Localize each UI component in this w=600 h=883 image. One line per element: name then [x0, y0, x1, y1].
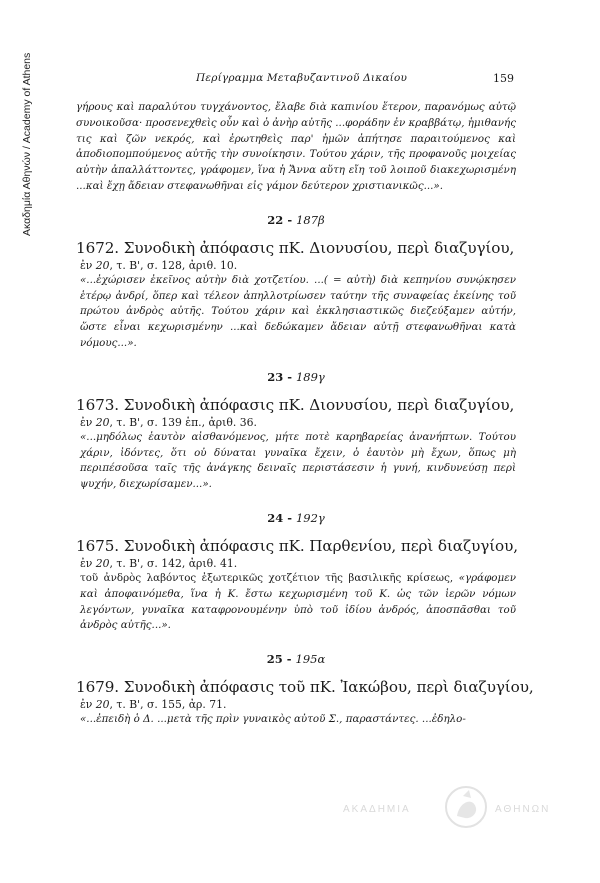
entry-body-quote: «γράφομεν καὶ ἀποφαινόμεθα, ἵνα ἡ Κ. ἔστω κεχωρισμένη τοῦ Κ. ὡς τῶν ἱερῶν νόμων λεγόντων, γυναῖκα καταφρονουμένην ὑπὸ τοῦ ἰδίου ἀνδρός, ἀποσπᾶσθαι τοῦ ἀνδρὸς αὐτῆς...». — [80, 571, 516, 632]
marker-folio: 195α — [295, 652, 326, 667]
section-marker: 25 - 195α — [266, 652, 326, 667]
entry-title: 1675. Συνοδικὴ ἀπόφασις πΚ. Παρθενίου, περὶ διαζυγίου, — [76, 536, 518, 555]
entry-title: 1679. Συνοδικὴ ἀπόφασις τοῦ πΚ. Ἰακώβου, περὶ διαζυγίου, — [76, 678, 534, 697]
ref-prefix: ἐν — [80, 556, 93, 570]
marker-folio: 187β — [296, 212, 325, 227]
page-number: 159 — [493, 72, 514, 85]
running-title: Περίγραμμα Μεταβυζαντινοῦ Δικαίου — [196, 72, 408, 84]
entry-reference — [80, 258, 516, 273]
entry-title: 1672. Συνοδικὴ ἀπόφασις πΚ. Διονυσίου, περὶ διαζυγίου, — [76, 238, 515, 257]
entry-reference — [80, 415, 516, 430]
marker-folio: 189γ — [295, 369, 325, 384]
marker-folio: 192γ — [295, 510, 325, 525]
ref-volume: 20 — [95, 415, 110, 429]
entry — [76, 370, 516, 493]
ref-volume: 20 — [95, 698, 110, 712]
ref-prefix: ἐν — [80, 698, 93, 712]
ref-volume: 20 — [95, 258, 110, 272]
entry — [76, 511, 516, 634]
entry-body: «...ἐχώρισεν ἐκεῖνος αὐτὴν διὰ χοτζετίου. ...( = αὐτὴ) διὰ κεπηνίου συνῴκησεν ἑτέρῳ ἀνδρί, ὅπερ καὶ τέλεον ἀπηλλοτρίωσεν ταύτην τῆς συναφείας ἐκείνης τοῦ πρώτου ἀνδρὸς αὐτῆς. Τούτου χάριν καὶ ἐκκλησιαστικῶς διεζεύξαμεν αὐτήν, ὥστε εἶναι κεχωρισμένην ...καὶ δεδώκαμεν ἄδειαν αὐτῇ στεφανωθῆναι κατὰ νόμους...». — [80, 273, 516, 349]
entry-body: «...μηδόλως ἑαυτὸν αἰσθανόμενος, μήτε ποτὲ καρηβαρείας ἀνανήπτων. Τούτου χάριν, ἰδόντες, ὅτι οὐ δύναται γυναῖκα ἔχειν, ὁ ἑαυτὸν μὴ ἔχων, ὅπως μὴ περιπέσοῦσα ταῖς τῆς ἀνάγκης δειναῖς περιστάσεσιν ἡ γυνή, κινδυνεύσῃ περὶ ψυχήν, διεχωρίσαμεν...». — [80, 430, 516, 491]
page-header — [76, 72, 514, 92]
entry-body: «...ἐπειδὴ ὁ Δ. ...μετὰ τῆς πρὶν γυναικὸς αὐτοῦ Σ., παραστάντες. ...ἐδηλο- — [80, 713, 466, 726]
marker-number: 24 — [267, 510, 284, 525]
entry-title: 1673. Συνοδικὴ ἀπόφασις πΚ. Διονυσίου, περὶ διαζυγίου, — [76, 395, 515, 414]
section-marker: 24 - 192γ — [267, 510, 325, 525]
athena-logo-icon — [443, 784, 489, 830]
ref-rest: , τ. Β', σ. 128, ἀριθ. 10. — [109, 258, 238, 272]
ref-volume: 20 — [95, 556, 110, 570]
ref-rest: , τ. Β', σ. 139 ἑπ., ἀριθ. 36. — [109, 415, 257, 429]
side-credit: Ακαδημία Αθηνών / Academy of Athens — [21, 52, 33, 236]
ref-rest: , τ. Β', σ. 142, ἀριθ. 41. — [109, 556, 238, 570]
entry-reference — [80, 556, 516, 571]
watermark-text-right: ΑΘΗΝΩΝ — [495, 804, 551, 815]
marker-number: 25 — [266, 652, 283, 667]
watermark-text-left: ΑΚΑΔΗΜΙΑ — [343, 804, 411, 815]
ref-prefix: ἐν — [80, 415, 93, 429]
page-content — [76, 100, 534, 728]
intro-quote: γήρους καὶ παραλύτου τυγχάνοντος, ἔλαβε διὰ καπινίου ἕτερον, παρανόμως αὐτῷ συνοικοῦσα· προσενεχθεὶς οὖν καὶ ὁ ἀνὴρ αὐτῆς ...φοράδην ἐν κραββάτῳ, ἡμιθανής τις καὶ ζῶν νεκρός, καὶ ἐρωτηθεὶς παρ' ἡμῶν ἀπήτησε παραιτούμενος καὶ ἀποδιοπομπούμενος αὐτῆς τὴν συνοίκησιν. Τούτου χάριν, τῆς προφανοῦς μοιχείας αὐτὴν ἀπαλλάττοντες, γράφομεν, ἵνα ἡ Ἄννα αὕτη εἴη τοῦ λοιποῦ διακεχωρισμένη ...καὶ ἔχῃ ἄδειαν στεφανωθῆναι εἰς γάμον δεύτερον χριστιανικῶς...». — [76, 101, 516, 192]
entry — [76, 652, 534, 728]
entry-body-plain: τοῦ ἀνδρὸς λαβόντος ἐξωτερικῶς χοτζέτιον τῆς βασιλικῆς κρίσεως, — [80, 571, 454, 584]
section-marker: 23 - 189γ — [267, 369, 325, 384]
entry — [76, 213, 516, 352]
ref-rest: , τ. Β', σ. 155, ἀρ. 71. — [109, 698, 227, 712]
marker-number: 23 — [267, 369, 284, 384]
entry-reference — [80, 697, 516, 712]
ref-prefix: ἐν — [80, 258, 93, 272]
watermark — [325, 784, 570, 834]
section-marker: 22 - 187β — [267, 212, 325, 227]
marker-number: 22 — [267, 212, 284, 227]
entry-body — [80, 571, 516, 634]
